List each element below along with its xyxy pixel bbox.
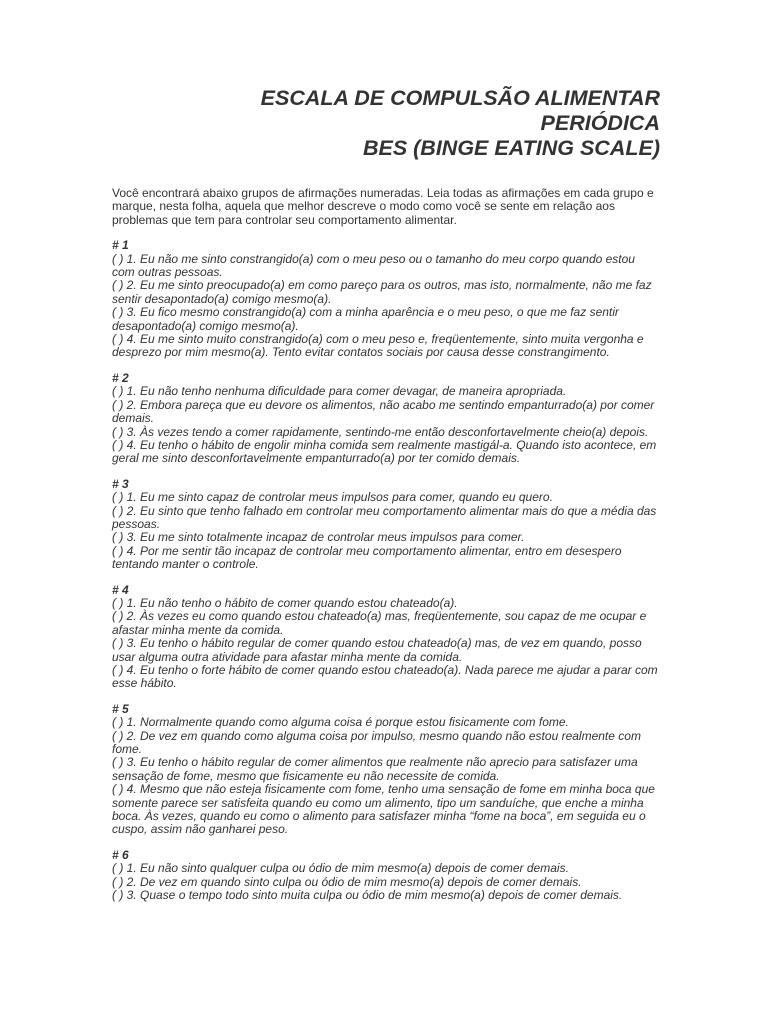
option-item: ( ) 2. De vez em quando sinto culpa ou ódio de mim mesmo(a) depois de comer demais. [112, 874, 582, 889]
option-item: ( ) 3. Eu tenho o hábito regular de comer alimentos que realmente não aprecio para satisfazer uma sensação de fome, mesmo que fisicamente eu não necessite de comida. [112, 755, 638, 783]
option-item: ( ) 4. Eu tenho o forte hábito de comer quando estou chateado(a). Nada parece me ajudar a parar com esse hábito. [112, 663, 658, 691]
question-group-4 [112, 584, 660, 691]
group-label: # 4 [112, 582, 129, 597]
title-line-2: PERIÓDICA [540, 111, 660, 135]
title-line-3: BES (BINGE EATING SCALE) [362, 136, 660, 160]
group-label: # 2 [112, 370, 129, 385]
question-group-3 [112, 478, 660, 572]
question-group-6 [112, 849, 660, 903]
title-line-1: ESCALA DE COMPULSÃO ALIMENTAR [260, 86, 660, 110]
group-label: # 6 [112, 847, 129, 862]
option-item: ( ) 2. Eu me sinto preocupado(a) em como pareço para os outros, mas isto, normalmente, não me faz sentir desapontado(a) comigo mesmo(a). [112, 278, 652, 306]
option-item: ( ) 2. Às vezes eu como quando estou chateado(a) mas, freqüentemente, sou capaz de me ocupar e afastar minha mente da comida. [112, 609, 647, 637]
option-item: ( ) 1. Eu não tenho nenhuma dificuldade para comer devagar, de maneira apropriada. [112, 384, 567, 399]
option-item: ( ) 1. Eu não tenho o hábito de comer quando estou chateado(a). [112, 595, 458, 610]
option-item: ( ) 4. Por me sentir tão incapaz de controlar meu comportamento alimentar, entro em desespero tentando manter o controle. [112, 543, 622, 572]
option-item: ( ) 3. Quase o tempo todo sinto muita culpa ou ódio de mim mesmo(a) depois de comer demais. [112, 888, 623, 903]
option-item: ( ) 1. Eu não sinto qualquer culpa ou ódio de mim mesmo(a) depois de comer demais. [112, 861, 569, 876]
option-item: ( ) 4. Eu me sinto muito constrangido(a) com o meu peso e, freqüentemente, sinto muita vergonha e desprezo por mim mesmo(a). Tento evitar contatos sociais por causa desse constrangimento. [112, 332, 644, 360]
group-label: # 3 [112, 476, 129, 491]
question-group-5 [112, 703, 660, 837]
option-item: ( ) 3. Às vezes tendo a comer rapidamente, sentindo-me então desconfortavelmente cheio(a) depois. [112, 424, 649, 439]
option-item: ( ) 3. Eu tenho o hábito regular de comer quando estou chateado(a) mas, de vez em quando, posso usar alguma outra atividade para afastar minha mente da comida. [112, 636, 642, 664]
question-group-1 [112, 239, 660, 360]
option-item: ( ) 3. Eu me sinto totalmente incapaz de controlar meus impulsos para comer. [112, 530, 525, 545]
intro-paragraph: Você encontrará abaixo grupos de afirmações numeradas. Leia todas as afirmações em cada grupo e marque, nesta folha, aquela que melhor descreve o modo como você se sente em relação aos problemas que tem para controlar seu comportamento alimentar. [112, 186, 654, 227]
option-item: ( ) 4. Eu tenho o hábito de engolir minha comida sem realmente mastigál-a. Quando isto acontece, em geral me sinto desconfortavelmente empanturrado(a) por ter comido demais. [112, 437, 657, 466]
group-label: # 5 [112, 701, 129, 716]
document-page [112, 86, 660, 903]
option-item: ( ) 4. Mesmo que não esteja fisicamente com fome, tenho uma sensação de fome em minha boca que somente parece ser satisfeita quando eu como um alimento, tipo um sanduíche, que enche a minha boca. Às vezes, quando eu como o alimento para satisfazer minha “fome na boca”, em seguida eu o cuspo, assim não ganharei peso. [112, 782, 655, 837]
option-item: ( ) 3. Eu fico mesmo constrangido(a) com a minha aparência e o meu peso, o que me faz sentir desapontado(a) comigo mesmo(a). [112, 305, 619, 333]
option-item: ( ) 1. Eu me sinto capaz de controlar meus impulsos para comer, quando eu quero. [112, 490, 553, 505]
option-item: ( ) 2. Embora pareça que eu devore os alimentos, não acabo me sentindo empanturrado(a) por comer demais. [112, 397, 655, 426]
option-item: ( ) 2. De vez em quando como alguma coisa por impulso, mesmo quando não estou realmente com fome. [112, 728, 641, 757]
group-label: # 1 [112, 238, 129, 253]
document-title [112, 86, 660, 161]
option-item: ( ) 1. Eu não me sinto constrangido(a) com o meu peso ou o tamanho do meu corpo quando estou com outras pessoas. [112, 251, 635, 280]
question-group-2 [112, 372, 660, 466]
option-item: ( ) 1. Normalmente quando como alguma coisa é porque estou fisicamente com fome. [112, 715, 569, 730]
option-item: ( ) 2. Eu sinto que tenho falhado em controlar meu comportamento alimentar mais do que a média das pessoas. [112, 503, 657, 531]
